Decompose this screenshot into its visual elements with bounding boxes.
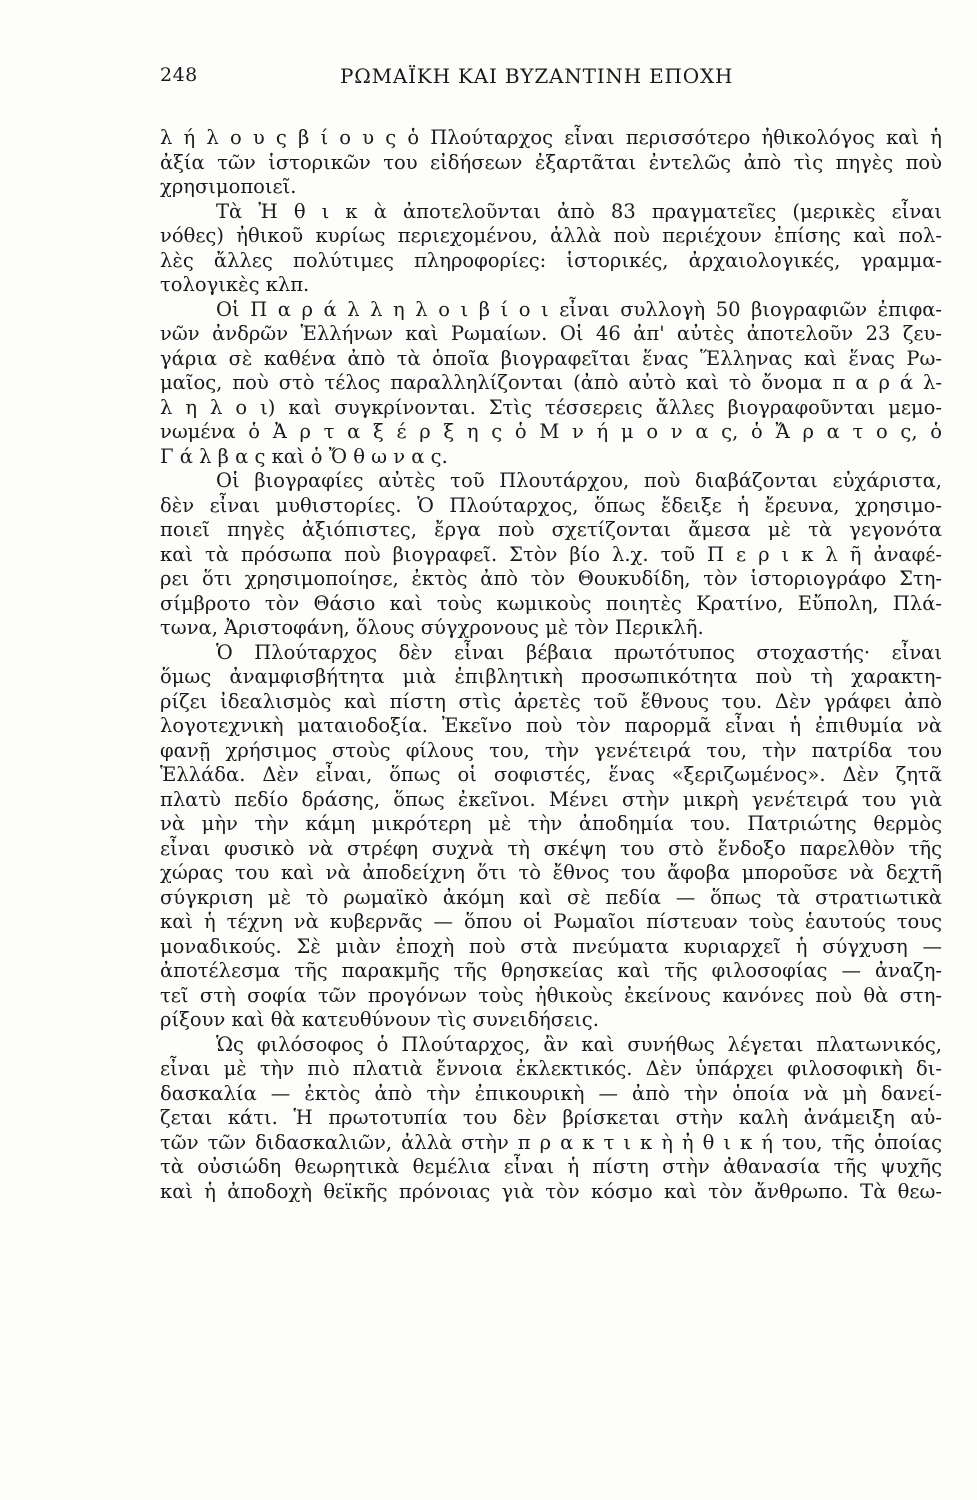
text-line: χρησιμοποιεῖ. [160, 175, 297, 198]
text-line: καὶ τὰ πρόσωπα ποὺ βιογραφεῖ. Στὸν βίο λ.χ. τοῦ Π ε ρ ι κ λ ῆ ἀναφέ- [160, 542, 942, 566]
text-line: καὶ ἡ ἀποδοχὴ θεϊκῆς πρόνοιας γιὰ τὸν κόσμο καὶ τὸν ἄνθρωπο. Τὰ θεω- [160, 1179, 942, 1203]
running-head [160, 64, 940, 94]
text-line: ρει ὅτι χρησιμοποίησε, ἐκτὸς ἀπὸ τὸν Θουκυδίδη, τὸν ἱστοριογράφο Στη- [160, 567, 942, 590]
text-line: νόθες) ἠθικοῦ κυρίως περιεχομένου, ἀλλὰ ποὺ περιέχουν ἐπίσης καὶ πολ- [160, 224, 942, 247]
text-line: νωμένα ὁ Ἀ ρ τ α ξ έ ρ ξ η ς ὁ Μ ν ή μ ο ν α ς, ὁ Ἄ ρ α τ ο ς, ὁ [160, 420, 942, 443]
text-line: ἀποτέλεσμα τῆς παρακμῆς τῆς θρησκείας καὶ τῆς φιλοσοφίας — ἀναζη- [160, 959, 942, 982]
text-line: τωνα, Ἀριστοφάνη, ὅλους σύγχρονους μὲ τὸν Περικλῆ. [160, 616, 704, 639]
text-line: ἀξία τῶν ἱστορικῶν του εἰδήσεων ἐξαρτᾶται ἐντελῶς ἀπὸ τὶς πηγὲς ποὺ [160, 150, 942, 174]
text-line: λ ή λ ο υ ς β ί ο υ ς ὁ Πλούταρχος εἶναι περισσότερο ἠθικολόγος καὶ ἡ [160, 126, 942, 149]
text-line: δὲν εἶναι μυθιστορίες. Ὁ Πλούταρχος, ὅπως ἔδειξε ἡ ἔρευνα, χρησιμο- [160, 493, 942, 517]
text-line: λογοτεχνικὴ ματαιοδοξία. Ἐκεῖνο ποὺ τὸν παρορμᾶ εἶναι ἡ ἐπιθυμία νὰ [160, 714, 942, 737]
text-line: δασκαλία — ἐκτὸς ἀπὸ τὴν ἐπικουρικὴ — ἀπὸ τὴν ὁποία νὰ μὴ δανεί- [160, 1081, 942, 1105]
text-line: φανῇ χρήσιμος στοὺς φίλους του, τὴν γενέτειρά του, τὴν πατρίδα του [160, 738, 942, 762]
running-title: ΡΩΜΑΪΚΗ ΚΑΙ ΒΥΖΑΝΤΙΝΗ ΕΠΟΧΗ [340, 64, 734, 88]
text-line: καὶ ἡ τέχνη νὰ κυβερνᾶς — ὅπου οἱ Ρωμαῖοι πίστευαν τοὺς ἑαυτούς τους [160, 910, 942, 933]
text-line: τὰ οὐσιώδη θεωρητικὰ θεμέλια εἶναι ἡ πίστη στὴν ἀθανασία τῆς ψυχῆς [160, 1155, 942, 1178]
text-line: ὅμως ἀναμφισβήτητα μιὰ ἐπιβλητικὴ προσωπικότητα ποὺ τὴ χαρακτη- [160, 665, 942, 688]
text-line: Οἱ βιογραφίες αὐτὲς τοῦ Πλουτάρχου, ποὺ διαβάζονται εὐχάριστα, [216, 469, 942, 492]
text-line: μαῖος, ποὺ στὸ τέλος παραλληλίζονται (ἀπὸ αὐτὸ καὶ τὸ ὄνομα π α ρ ά λ- [160, 371, 942, 394]
body-text [160, 126, 942, 1204]
text-line: ζεται κάτι. Ἡ πρωτοτυπία του δὲν βρίσκεται στὴν καλὴ ἀνάμειξη αὐ- [160, 1106, 942, 1129]
text-line: πλατὺ πεδίο δράσης, ὅπως ἐκεῖνοι. Μένει στὴν μικρὴ γενέτειρά του γιὰ [160, 787, 942, 811]
text-line: νὰ μὴν τὴν κάμη μικρότερη μὲ τὴν ἀποδημία του. Πατριώτης θερμὸς [160, 812, 942, 835]
text-line: σύγκριση μὲ τὸ ρωμαϊκὸ ἀκόμη καὶ σὲ πεδία — ὅπως τὰ στρατιωτικὰ [160, 885, 942, 909]
text-line: μοναδικούς. Σὲ μιὰν ἐποχὴ ποὺ στὰ πνεύματα κυριαρχεῖ ἡ σύγχυση — [160, 934, 942, 958]
text-line: εἶναι φυσικὸ νὰ στρέφη συχνὰ τὴ σκέψη του στὸ ἔνδοξο παρελθὸν τῆς [160, 836, 942, 860]
text-line: τεῖ στὴ σοφία τῶν προγόνων τοὺς ἠθικοὺς ἐκείνους κανόνες ποὺ θὰ στη- [160, 983, 942, 1007]
text-line: ρίζει ἰδεαλισμὸς καὶ πίστη στὶς ἀρετὲς τοῦ ἔθνους του. Δὲν γράφει ἀπὸ [160, 689, 942, 713]
page-number: 248 [160, 64, 198, 86]
text-line: χώρας του καὶ νὰ ἀποδείχνη ὅτι τὸ ἔθνος του ἄφοβα μποροῦσε νὰ δεχτῆ [160, 861, 942, 884]
text-line: Οἱ Π α ρ ά λ λ η λ ο ι β ί ο ι εἶναι συλλογὴ 50 βιογραφιῶν ἐπιφα- [216, 297, 942, 321]
text-line: νῶν ἀνδρῶν Ἑλλήνων καὶ Ρωμαίων. Οἱ 46 ἀπ' αὐτὲς ἀποτελοῦν 23 ζευ- [160, 322, 942, 345]
text-line: Ἑλλάδα. Δὲν εἶναι, ὅπως οἱ σοφιστές, ἕνας «ξεριζωμένος». Δὲν ζητᾶ [160, 763, 942, 786]
text-line: τῶν τῶν διδασκαλιῶν, ἀλλὰ στὴν π ρ α κ τ ι κ ὴ ἠ θ ι κ ή του, τῆς ὁποίας [160, 1130, 942, 1154]
text-line: τολογικὲς κλπ. [160, 273, 310, 296]
text-line: Τὰ Ἠ θ ι κ ὰ ἀποτελοῦνται ἀπὸ 83 πραγματεῖες (μερικὲς εἶναι [216, 199, 942, 223]
text-line: Γ ά λ β α ς καὶ ὁ Ὄ θ ω ν α ς. [160, 444, 448, 468]
text-line: ποιεῖ πηγὲς ἀξιόπιστες, ἔργα ποὺ σχετίζονται ἄμεσα μὲ τὰ γεγονότα [160, 518, 942, 541]
text-line: γάρια σὲ καθένα ἀπὸ τὰ ὁποῖα βιογραφεῖται ἕνας Ἕλληνας καὶ ἕνας Ρω- [160, 346, 942, 370]
text-line: ρίξουν καὶ θὰ κατευθύνουν τὶς συνειδήσεις. [160, 1008, 599, 1031]
text-line: λ η λ ο ι) καὶ συγκρίνονται. Στὶς τέσσερεις ἄλλες βιογραφοῦνται μεμο- [160, 395, 942, 419]
text-line: Ὁ Πλούταρχος δὲν εἶναι βέβαια πρωτότυπος στοχαστής· εἶναι [216, 640, 942, 664]
text-line: Ὡς φιλόσοφος ὁ Πλούταρχος, ἂν καὶ συνήθως λέγεται πλατωνικός, [216, 1032, 942, 1056]
text-line: σίμβροτο τὸν Θάσιο καὶ τοὺς κωμικοὺς ποιητὲς Κρατίνο, Εὔπολη, Πλά- [160, 591, 942, 615]
text-line: εἶναι μὲ τὴν πιὸ πλατιὰ ἔννοια ἐκλεκτικός. Δὲν ὑπάρχει φιλοσοφικὴ δι- [160, 1057, 942, 1080]
text-line: λὲς ἄλλες πολύτιμες πληροφορίες: ἱστορικές, ἀρχαιολογικές, γραμμα- [160, 248, 942, 272]
